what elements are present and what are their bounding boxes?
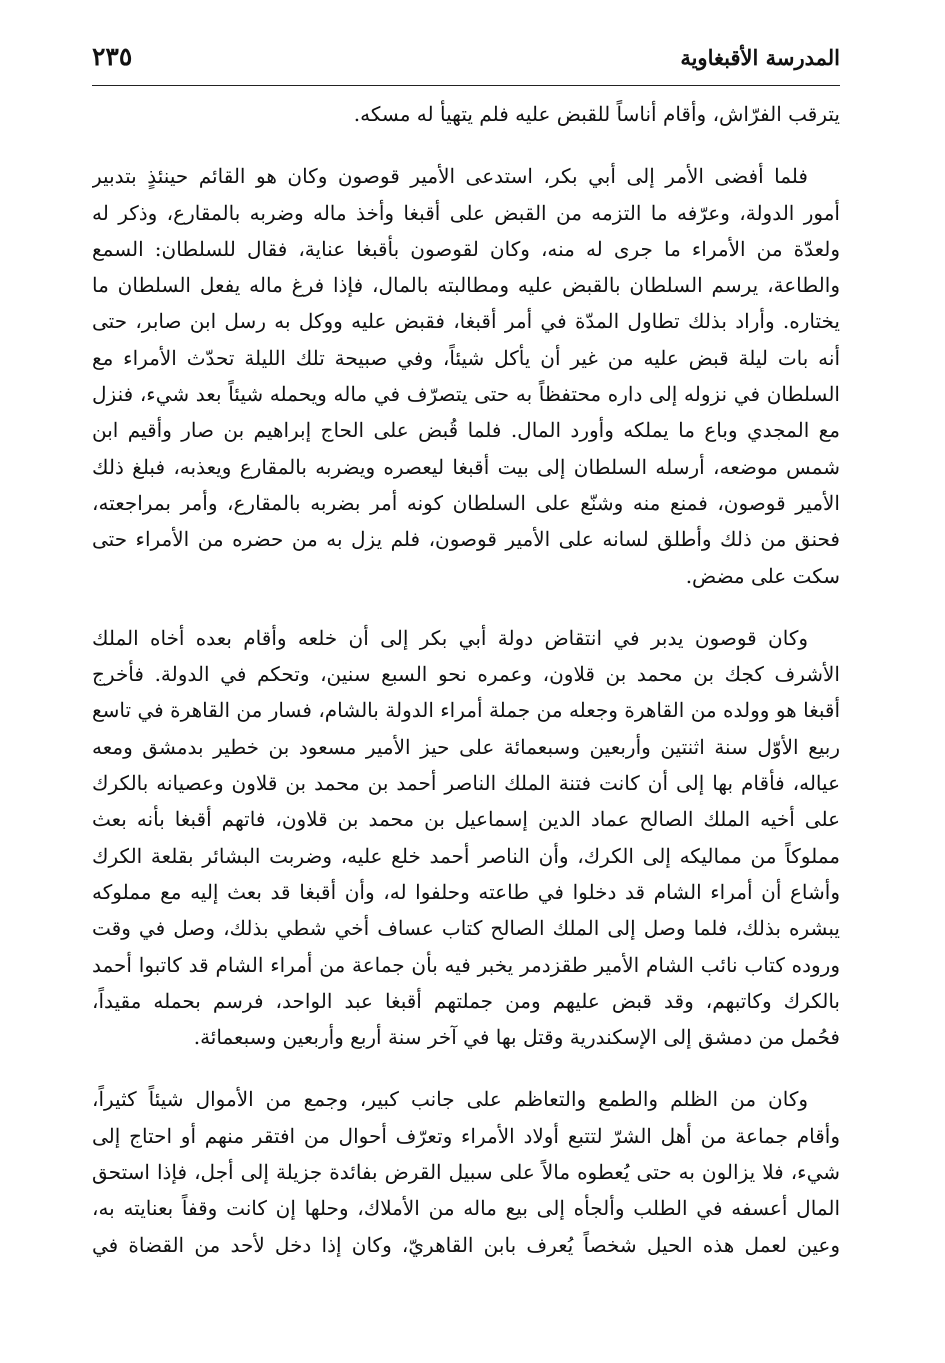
text-line: ربيع الأوّل سنة اثنتين وأربعين وسبعمائة على حيز الأمير مسعود بن خطير بدمشق ومعه — [92, 734, 840, 759]
text-line: فحُمل من دمشق إلى الإسكندرية وقتل بها في آخر سنة أربع وأربعين وسبعمائة. — [193, 1025, 840, 1050]
body-text — [92, 96, 840, 1263]
page-number: ٢٣٥ — [92, 42, 133, 71]
text-line: على أخيه الملك الصالح عماد الدين إسماعيل بن محمد بن قلاون، فاتهم أقبغا بأنه بعث — [92, 807, 840, 832]
text-line: المال أعسفه في الطلب وألجأه إلى بيع ماله من الأملاك، وحلها إن كانت وقفاً بعنايته به، — [92, 1196, 840, 1221]
text-line: يترقب الفرّاش، وأقام أناساً للقبض عليه فلم يتهيأ له مسكه. — [353, 102, 840, 126]
paragraph-gap — [92, 132, 840, 158]
text-line: يبشره بذلك، فلما وصل إلى الملك الصالح كتاب عساف أخي شطي بذلك، وصل في وقت — [92, 916, 840, 941]
text-line: والطاعة، يرسم السلطان بالقبض عليه ومطالبته بالمال، فإذا فرغ ماله يفعل السلطان ما — [92, 273, 840, 298]
text-line: وعين لعمل هذه الحيل شخصاً يُعرف بابن القاهريّ، وكان إذا دخل لأحد من القضاة في — [92, 1232, 840, 1257]
text-line: السلطان في نزوله إلى داره محتفظاً به حتى يتصرّف في ماله ويحمله شيئاً بعد شيء، فنزل — [92, 382, 840, 407]
text-line: أنه بات ليلة قبض عليه من غير أن يأكل شيئاً، وفي صبيحة تلك الليلة تحدّث الأمراء مع — [92, 345, 840, 370]
text-line: بالكرك وكاتبهم، وقد قبض عليهم ومن جملتهم أقبغا عبد الواحد، فرسم بحمله مقيداً، — [92, 988, 840, 1013]
text-line: شمس موضعه، أرسله السلطان إلى بيت أقبغا ليعصره ويضربه بالمقارع ويعذبه، فبلغ ذلك — [92, 454, 840, 479]
section-title: المدرسة الأقبغاوية — [680, 45, 840, 70]
running-header — [92, 40, 840, 78]
text-line: مملوكاً من مماليكه إلى الكرك، وأن الناصر أحمد خلع عليه، وضربت البشائر بقلعة الكرك — [92, 843, 840, 868]
paragraph-gap — [92, 1055, 840, 1081]
text-line: الأشرف كجك بن محمد بن قلاون، وعمره نحو السبع سنين، وتحكم في الدولة. فأخرج — [92, 662, 840, 687]
paragraph-gap — [92, 594, 840, 620]
text-line: عياله، فأقام بها إلى أن كانت فتنة الملك الناصر أحمد بن محمد بن قلاون وعصيانه بالكرك — [92, 771, 840, 796]
text-line: وأقام جماعة من أهل الشرّ لتتبع أولاد الأمراء وتعرّف أحوال من افتقر منهم أو احتاج إلى — [92, 1123, 840, 1148]
text-line: شيء، فلا يزالون به حتى يُعطوه مالاً على سبيل القرض بفائدة جزيلة إلى أجل، فإذا استحق — [92, 1160, 840, 1185]
text-line: ولعدّة من الأمراء ما جرى له منه، وكان لقوصون بأقبغا عناية، فقال للسلطان: السمع — [92, 236, 840, 261]
text-line: سكت على مضض. — [685, 563, 840, 588]
text-line: وروده كتاب نائب الشام الأمير طقزدمر يخبر فيه بأن جماعة من أمراء الشام قد كاتبوا أحمد — [92, 952, 840, 977]
text-line: وأشاع أن أمراء الشام قد دخلوا في طاعته وحلفوا له، وأن أقبغا قد بعث إليه مع مملوكه — [92, 879, 840, 904]
text-line: أمور الدولة، وعرّفه ما التزمه من القبض على أقبغا وأخذ ماله وضربه بالمقارع، وذكر له — [92, 200, 840, 225]
text-line: فلما أفضى الأمر إلى أبي بكر، استدعى الأمير قوصون وكان هو القائم حينئذٍ بتدبير — [92, 164, 808, 189]
text-line: الأمير قوصون، فمنع منه وشنّع على السلطان كونه أمر بضربه بالمقارع، وأمر بمراجعته، — [92, 490, 840, 515]
text-line: وكان قوصون يدبر في انتقاض دولة أبي بكر إلى أن خلعه وأقام بعده أخاه الملك — [92, 625, 808, 650]
header-rule — [92, 85, 840, 86]
text-line: فحنق من ذلك وأطلق لسانه على الأمير قوصون، فلم يزل به من حضره من الأمراء حتى — [92, 527, 840, 552]
text-line: أقبغا هو وولده من القاهرة وجعله من جملة أمراء الدولة بالشام، فسار من القاهرة في تاسع — [92, 698, 840, 723]
text-line: يختاره. وأراد بذلك تطاول المدّة في أمر أقبغا، فقبض عليه ووكل به رسل ابن صابر، حتى — [92, 309, 840, 334]
text-line: مع المجدي وباع ما يملكه وأورد المال. فلما قُبض على الحاج إبراهيم بن صار وأقيم ابن — [92, 418, 840, 443]
text-line: وكان من الظلم والطمع والتعاظم على جانب كبير، وجمع من الأموال شيئاً كثيراً، — [92, 1087, 808, 1112]
